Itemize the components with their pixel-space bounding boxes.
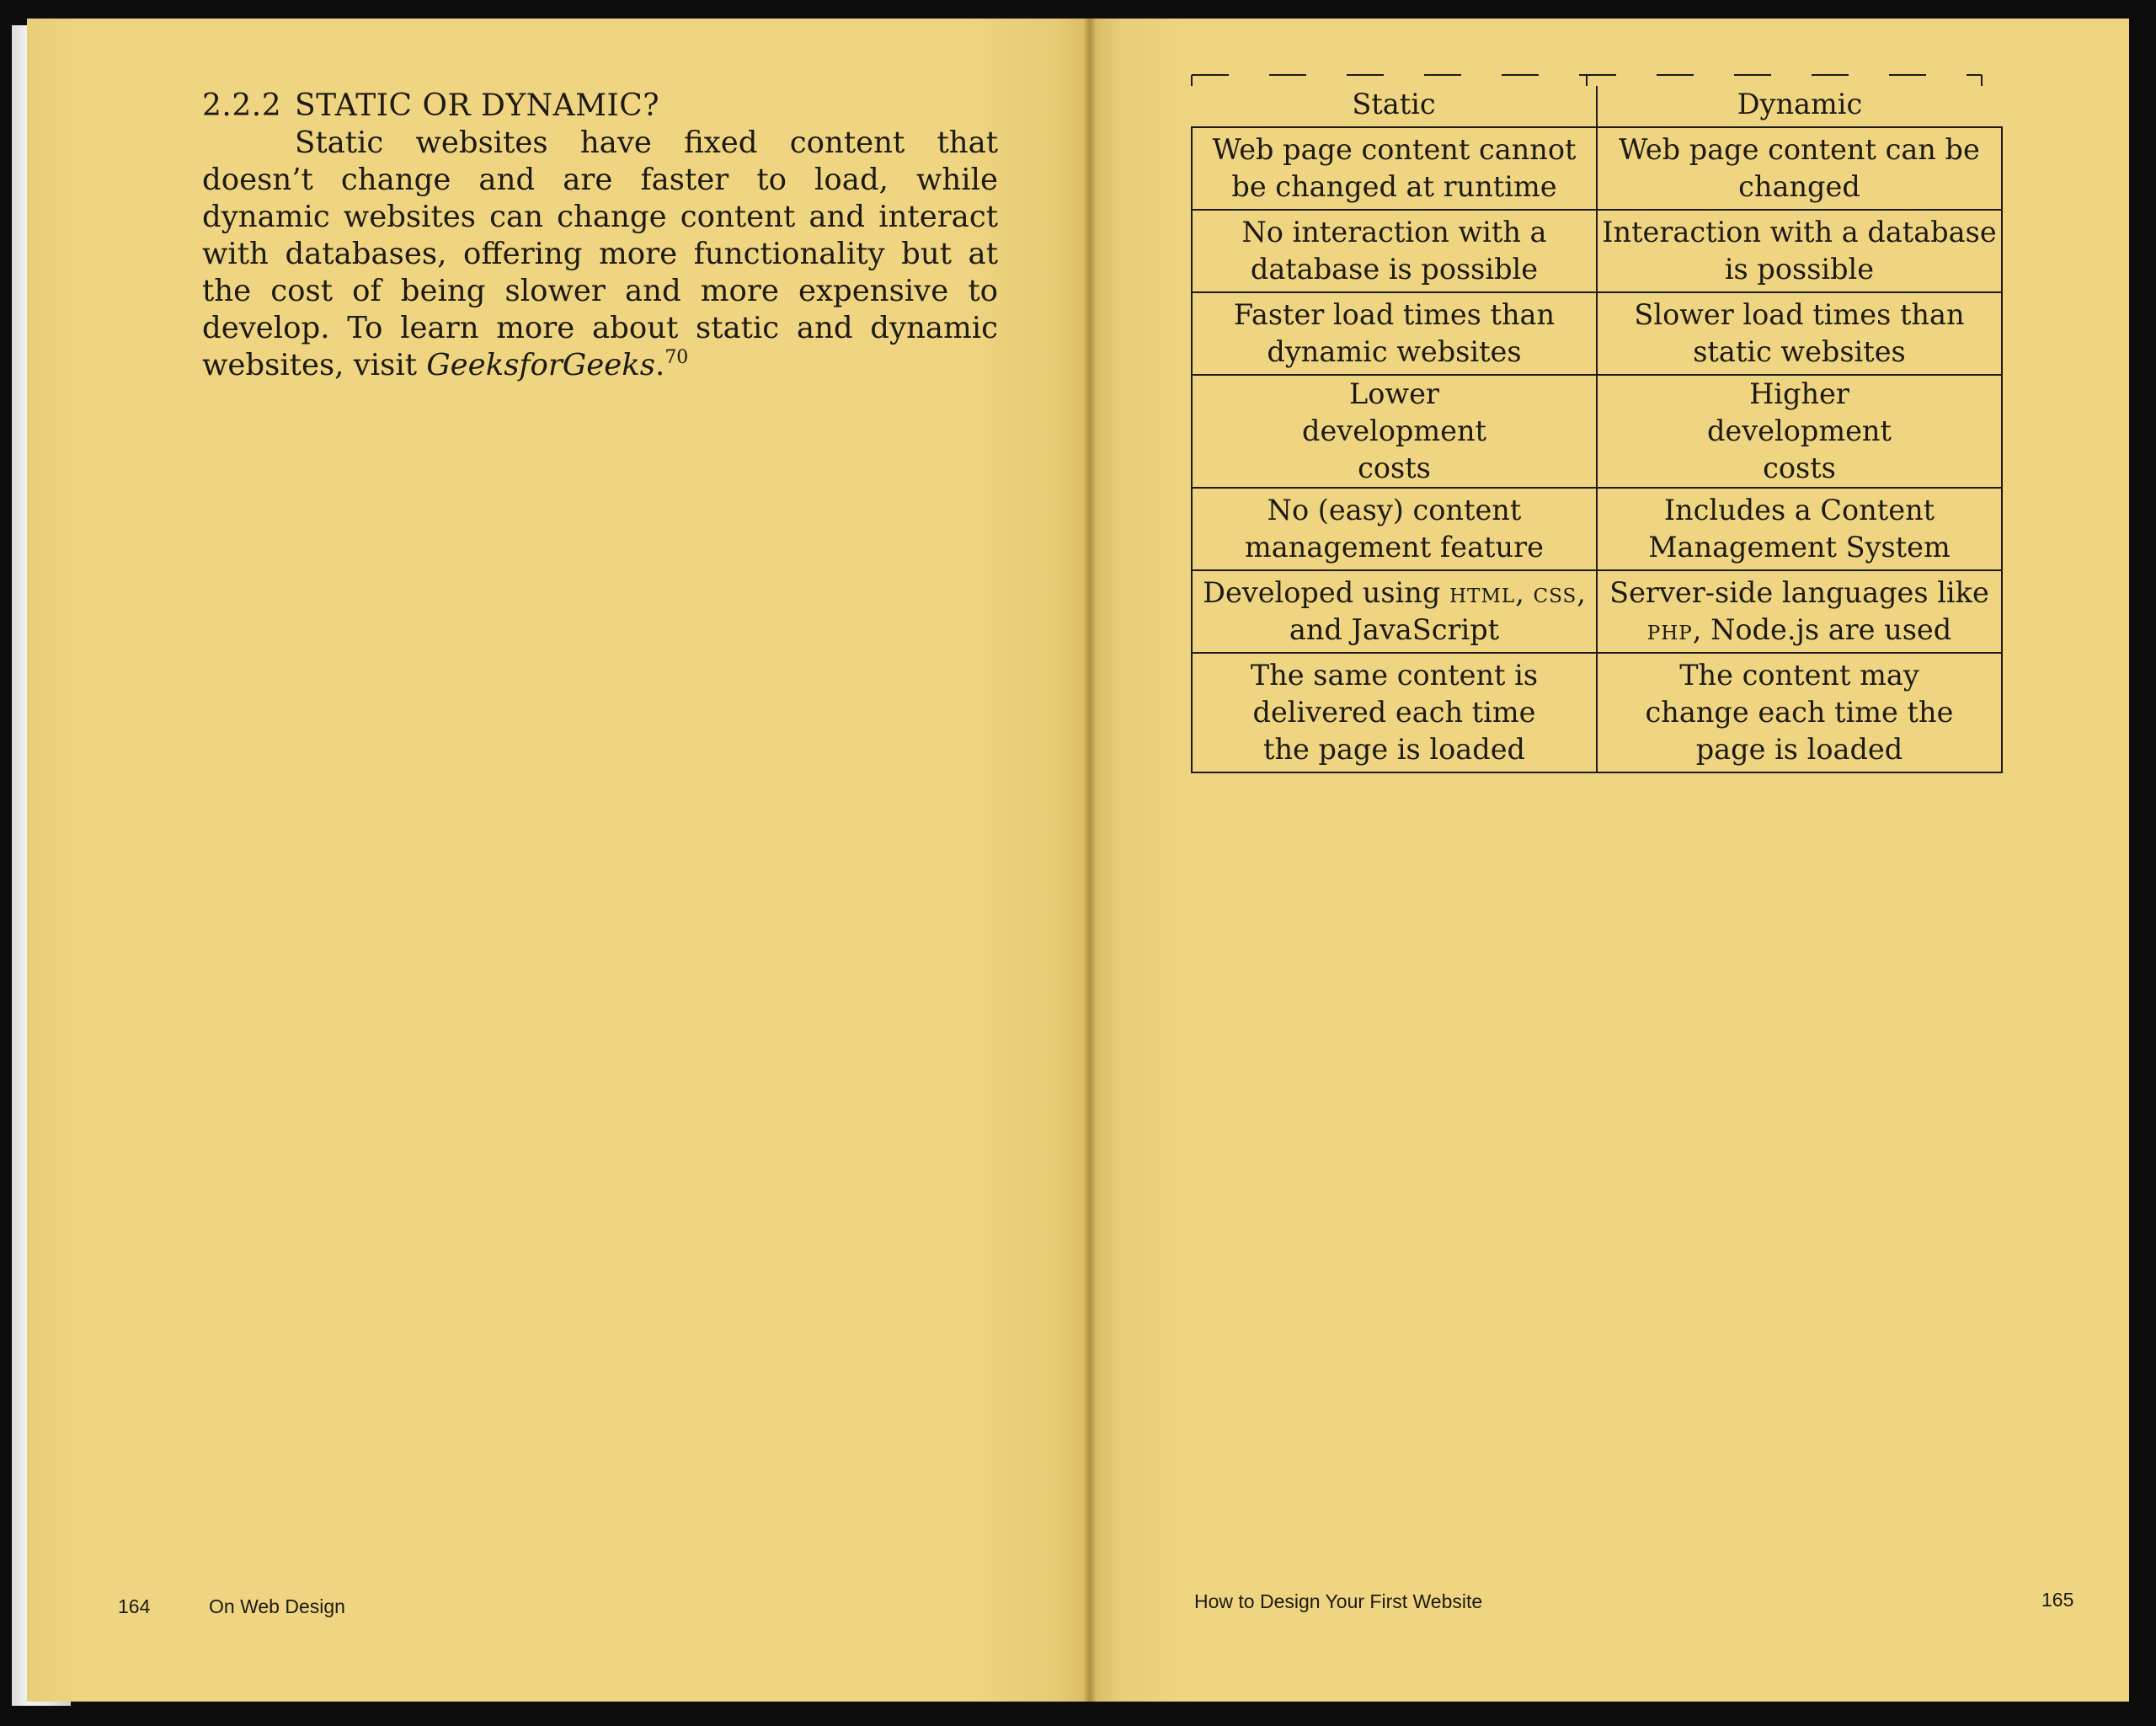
- table-row: [1192, 653, 2002, 772]
- cell-text: Developed using html, css, and JavaScript: [1203, 576, 1586, 646]
- cell-static: Web page content cannot be changed at runtime: [1192, 127, 1597, 210]
- header-dynamic: Dynamic: [1597, 86, 2002, 127]
- table-row: [1192, 127, 2002, 210]
- cell-dynamic: Interaction with a database is possible: [1597, 210, 2002, 292]
- header-static: Static: [1192, 86, 1597, 127]
- cell-dynamic: [1597, 570, 2002, 653]
- table-row: [1192, 488, 2002, 570]
- body-main-text: Static websites have fixed content that doesn’t change and are faster to load, while dynamic websites can change content and interact with databases, offering more functionality but at the cost of being slower and more expensive to develop. To learn more about static and dynamic websites, visit: [202, 126, 998, 382]
- dashed-top-border: [1191, 74, 1983, 86]
- cell-dynamic: Slower load times than static websites: [1597, 292, 2002, 375]
- cell-static: No (easy) content management feature: [1192, 488, 1597, 570]
- cell-dynamic: Higher development costs: [1597, 375, 2002, 488]
- left-page-number: 164: [118, 1595, 151, 1617]
- cell-static: No interaction with a database is possible: [1192, 210, 1597, 292]
- geeksforgeeks-reference: GeeksforGeeks: [426, 348, 656, 382]
- cell-static: [1192, 570, 1597, 653]
- table-row: [1192, 375, 2002, 488]
- cell-static: Faster load times than dynamic websites: [1192, 292, 1597, 375]
- cell-dynamic: Web page content can be changed: [1597, 127, 2002, 210]
- section-heading: [202, 88, 659, 125]
- section-number: 2.2.2: [202, 88, 282, 123]
- body-paragraph: [202, 125, 998, 384]
- footnote-ref: 70: [664, 347, 689, 368]
- cell-text: Server-side languages like php, Node.js are used: [1609, 576, 1989, 646]
- table-header-row: [1192, 86, 2002, 127]
- comparison-table: [1191, 86, 2003, 773]
- right-page-number: 165: [2041, 1589, 2074, 1611]
- cell-static: Lower development costs: [1192, 375, 1597, 488]
- table-row: [1192, 292, 2002, 375]
- right-running-title: How to Design Your First Website: [1194, 1590, 1483, 1612]
- left-running-title: On Web Design: [209, 1595, 345, 1617]
- section-title: STATIC OR DYNAMIC?: [295, 88, 660, 123]
- cell-dynamic: Includes a Content Management System: [1597, 488, 2002, 570]
- body-end: .: [655, 348, 665, 382]
- cell-dynamic: The content may change each time the page is loaded: [1597, 653, 2002, 772]
- cell-static: The same content is delivered each time the page is loaded: [1192, 653, 1597, 772]
- book-gutter: [1083, 19, 1097, 1702]
- table-row: [1192, 570, 2002, 653]
- table-row: [1192, 210, 2002, 292]
